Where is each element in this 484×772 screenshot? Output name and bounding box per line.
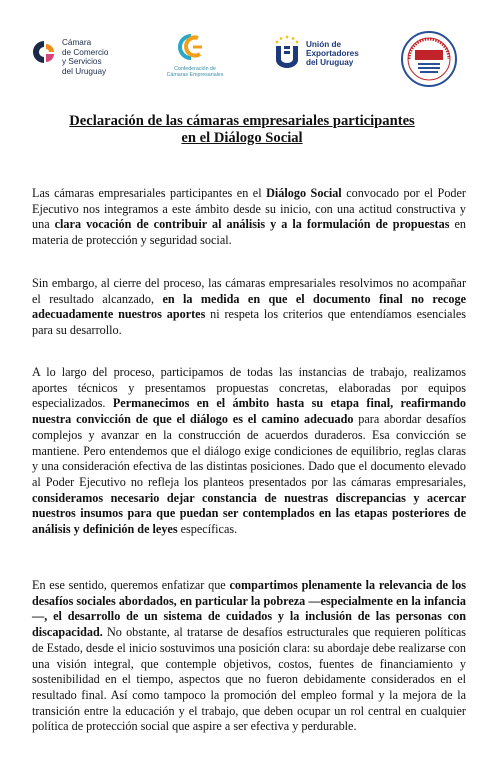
paragraph-4 bbox=[32, 578, 466, 735]
text-run: específicas. bbox=[177, 522, 238, 537]
text-run: ni respeta los criterios que entendíamos esenciales para su desarrollo. bbox=[32, 307, 466, 338]
cce-logo-icon bbox=[176, 32, 210, 62]
camara-mercantil-logo[interactable] bbox=[398, 30, 458, 86]
bold-run: clara vocación de contribuir al análisis y a la formulación de propuestas bbox=[54, 217, 450, 232]
paragraph-2 bbox=[32, 276, 466, 339]
logo-text-line: Unión de bbox=[306, 40, 342, 49]
logo-text-line: del Uruguay bbox=[306, 58, 354, 68]
text-run: convocado por el Poder Ejecutivo nos integramos a este ámbito desde su inicio, con una actitud constructiva y una bbox=[32, 186, 466, 232]
title-line-2: en el Diálogo Social bbox=[181, 130, 303, 146]
text-run: Las cámaras empresariales participantes en el bbox=[32, 186, 267, 200]
text-run: En ese sentido, queremos enfatizar que bbox=[32, 578, 230, 592]
logo-text-line: Confederación de bbox=[174, 66, 216, 72]
text-run: No obstante, al tratarse de desafíos estructurales que requieren políticas de Estado, desde el inicio sostuvimos una posición clara: su abordaje debe realizarse con una visión integral, que contemple objetivos, costos, fuentes de financiamiento y sostenibilidad en el tiempo, aspectos que no fueron debidamente considerados en el resultado final. Así como tampoco la promoción del empleo formal y la mejora de la transición entre la educación y el trabajo, que deben ocupar un rol central en cualquier política de protección social que aspire a ser efectiva y perdurable. bbox=[32, 625, 466, 734]
bold-run: consideramos necesario dejar constancia de nuestras discrepancias y acercar nuestros insumos para que puedan ser contemplados en las etapas posteriores de análisis y definición de leyes bbox=[32, 490, 466, 537]
logo-text-line: del Uruguay bbox=[62, 66, 107, 76]
bold-run: Diálogo Social bbox=[266, 186, 342, 200]
logo-text-line: de Comercio bbox=[62, 47, 109, 57]
logo-text-line: Exportadores bbox=[306, 49, 359, 59]
text-run: Sin embargo, al cierre del proceso, las cámaras empresariales resolvimos no acompañar el resultado alcanzado, bbox=[32, 276, 466, 306]
confederacion-logo[interactable] bbox=[160, 30, 230, 86]
paragraph-1 bbox=[32, 186, 466, 249]
document-title bbox=[30, 113, 454, 147]
bold-run: Permanecimos en el ámbito hasta su etapa final, reafirmando nuestra convicción de que el diálogo es el camino adecuado bbox=[32, 396, 466, 427]
title-line-1: Declaración de las cámaras empresariales participantes bbox=[69, 113, 415, 129]
camara-mercantil-seal-icon bbox=[400, 30, 458, 88]
ccsu-logo-icon bbox=[30, 38, 58, 66]
paragraph-3 bbox=[32, 365, 466, 538]
union-exportadores-logo[interactable] bbox=[272, 30, 372, 86]
ue-logo-icon bbox=[272, 34, 302, 68]
text-run: en materia de protección y seguridad social. bbox=[32, 217, 466, 248]
camara-comercio-name bbox=[62, 38, 108, 76]
logo-text-line: y Servicios bbox=[62, 57, 102, 66]
union-exportadores-name bbox=[306, 40, 359, 68]
camara-comercio-logo[interactable] bbox=[30, 30, 130, 86]
logo-text-line: Cámara bbox=[62, 38, 92, 47]
confederacion-name bbox=[160, 66, 230, 79]
header-logos bbox=[0, 30, 484, 86]
bold-run: compartimos plenamente la relevancia de los desafíos sociales abordados, en particular la pobreza —especialmente en la infancia—, el desarrollo de un sistema de cuidados y la inclusión de las personas con discapacidad. bbox=[32, 578, 466, 640]
bold-run: en la medida en que el documento final no recoge adecuadamente nuestros aportes bbox=[32, 291, 466, 322]
text-run: para abordar desafíos complejos y avanzar en la construcción de acuerdos duraderos. Esa convicción se mantiene. Pero entendemos que el diálogo exige condiciones de equilibrio, reglas claras y una consideración efectiva de las distintas posiciones. Dado que el documento elevado al Poder Ejecutivo no refleja los planteos presentados por las cámaras empresariales, bbox=[32, 412, 467, 489]
text-run: A lo largo del proceso, participamos de todas las instancias de trabajo, realizamos aportes técnicos y presentamos propuestas concretas, elaboradas por equipos especializados. bbox=[32, 365, 466, 411]
logo-text-line: Cámaras Empresariales bbox=[166, 72, 224, 79]
